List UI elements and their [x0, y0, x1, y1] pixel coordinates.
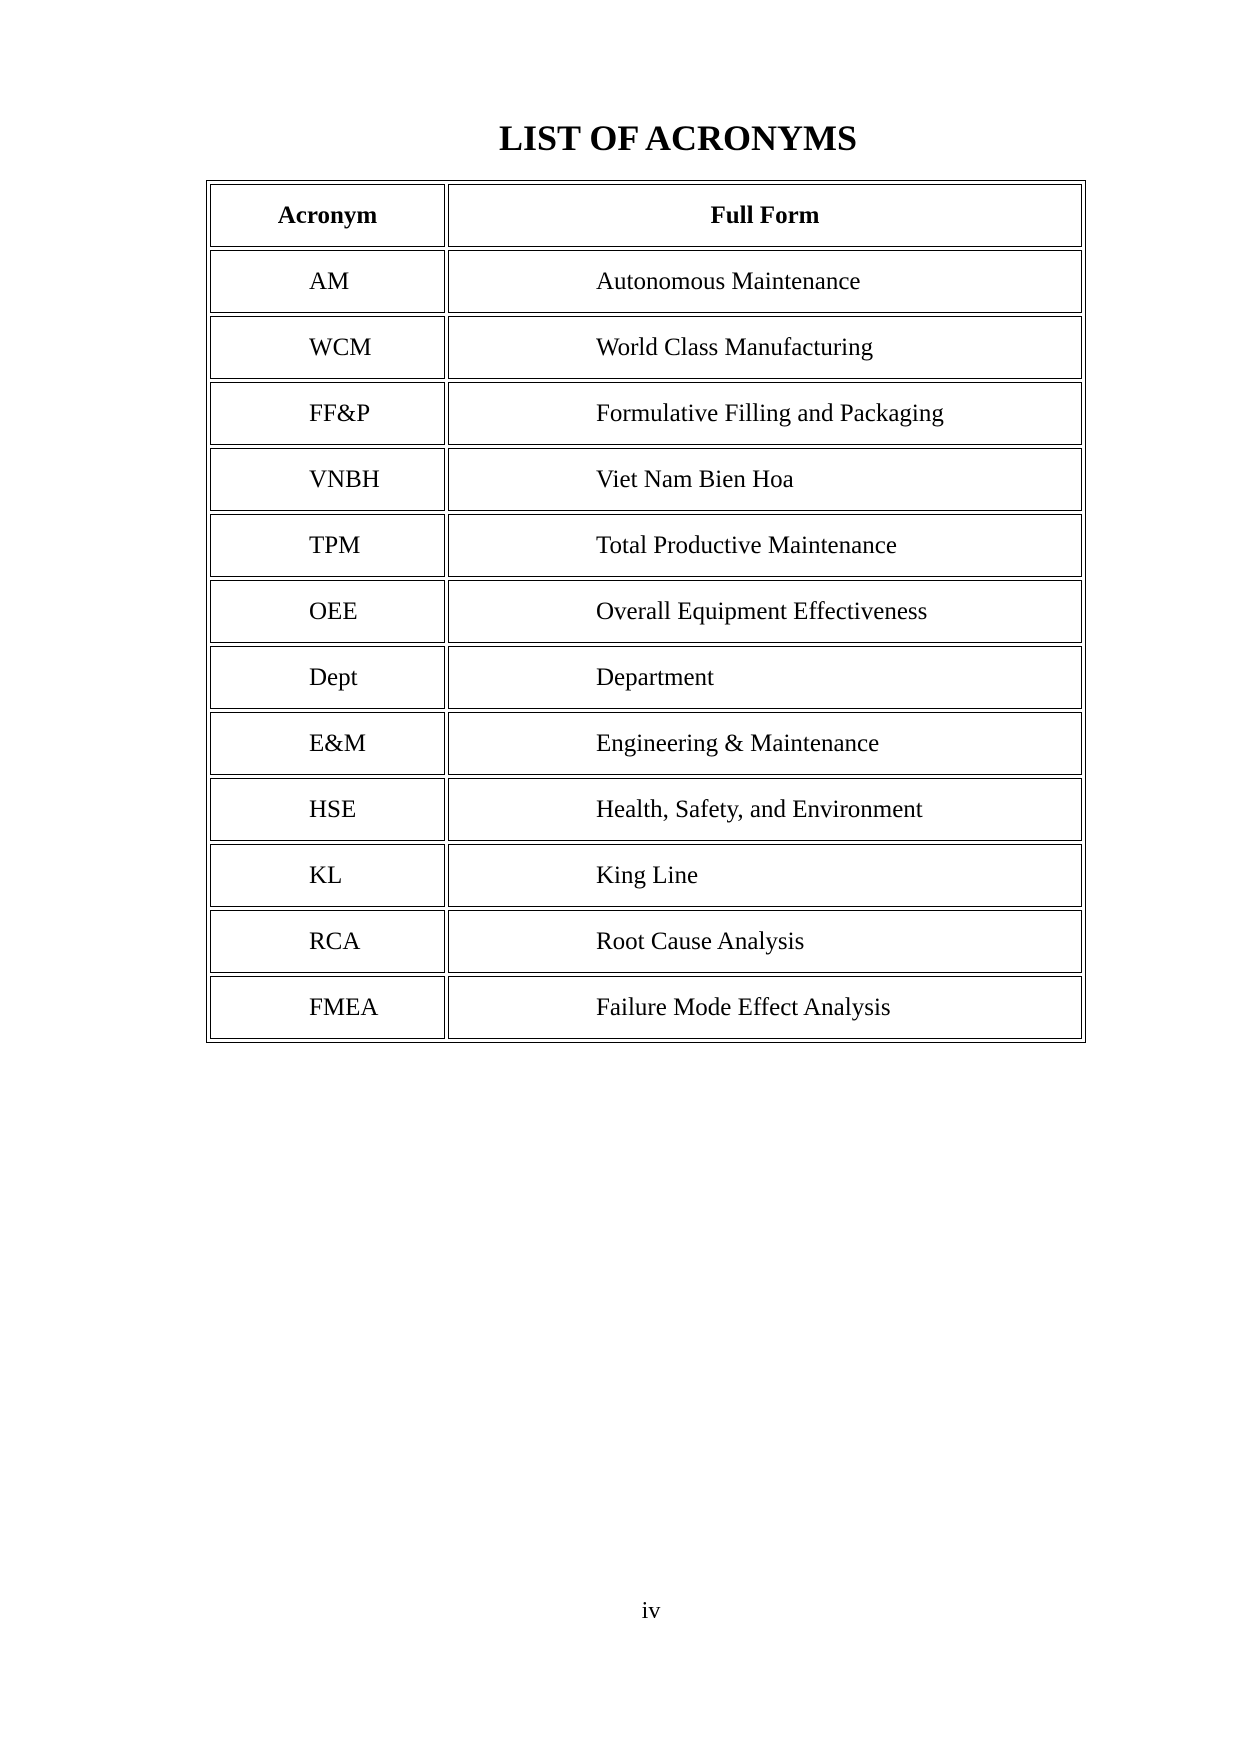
table-row: [210, 382, 1082, 445]
header-row: [210, 184, 1082, 247]
full-form-cell: Overall Equipment Effectiveness: [448, 580, 1082, 643]
acronym-cell: HSE: [210, 778, 445, 841]
table-row: [210, 316, 1082, 379]
acronym-cell: TPM: [210, 514, 445, 577]
acronym-cell: FMEA: [210, 976, 445, 1039]
table-row: [210, 976, 1082, 1039]
full-form-cell: Engineering & Maintenance: [448, 712, 1082, 775]
table-row: [210, 712, 1082, 775]
table-row: [210, 250, 1082, 313]
full-form-cell: Autonomous Maintenance: [448, 250, 1082, 313]
acronym-cell: RCA: [210, 910, 445, 973]
table-row: [210, 514, 1082, 577]
acronym-cell: OEE: [210, 580, 445, 643]
full-form-cell: Health, Safety, and Environment: [448, 778, 1082, 841]
table-body: [210, 250, 1082, 1039]
table-row: [210, 910, 1082, 973]
header-acronym: Acronym: [210, 184, 445, 247]
table-row: [210, 448, 1082, 511]
acronym-cell: E&M: [210, 712, 445, 775]
table-row: [210, 580, 1082, 643]
acronym-cell: AM: [210, 250, 445, 313]
full-form-cell: King Line: [448, 844, 1082, 907]
page-title: LIST OF ACRONYMS: [498, 118, 858, 158]
full-form-cell: Formulative Filling and Packaging: [448, 382, 1082, 445]
table-header: [210, 184, 1082, 247]
acronym-cell: WCM: [210, 316, 445, 379]
page-number: iv: [641, 1598, 661, 1624]
table-row: [210, 844, 1082, 907]
full-form-cell: Total Productive Maintenance: [448, 514, 1082, 577]
table-row: [210, 646, 1082, 709]
acronym-cell: VNBH: [210, 448, 445, 511]
acronym-cell: FF&P: [210, 382, 445, 445]
full-form-cell: Department: [448, 646, 1082, 709]
full-form-cell: Root Cause Analysis: [448, 910, 1082, 973]
acronym-cell: Dept: [210, 646, 445, 709]
full-form-cell: Failure Mode Effect Analysis: [448, 976, 1082, 1039]
acronym-cell: KL: [210, 844, 445, 907]
full-form-cell: World Class Manufacturing: [448, 316, 1082, 379]
acronym-table: [206, 180, 1086, 1043]
table-row: [210, 778, 1082, 841]
full-form-cell: Viet Nam Bien Hoa: [448, 448, 1082, 511]
header-full-form: Full Form: [448, 184, 1082, 247]
